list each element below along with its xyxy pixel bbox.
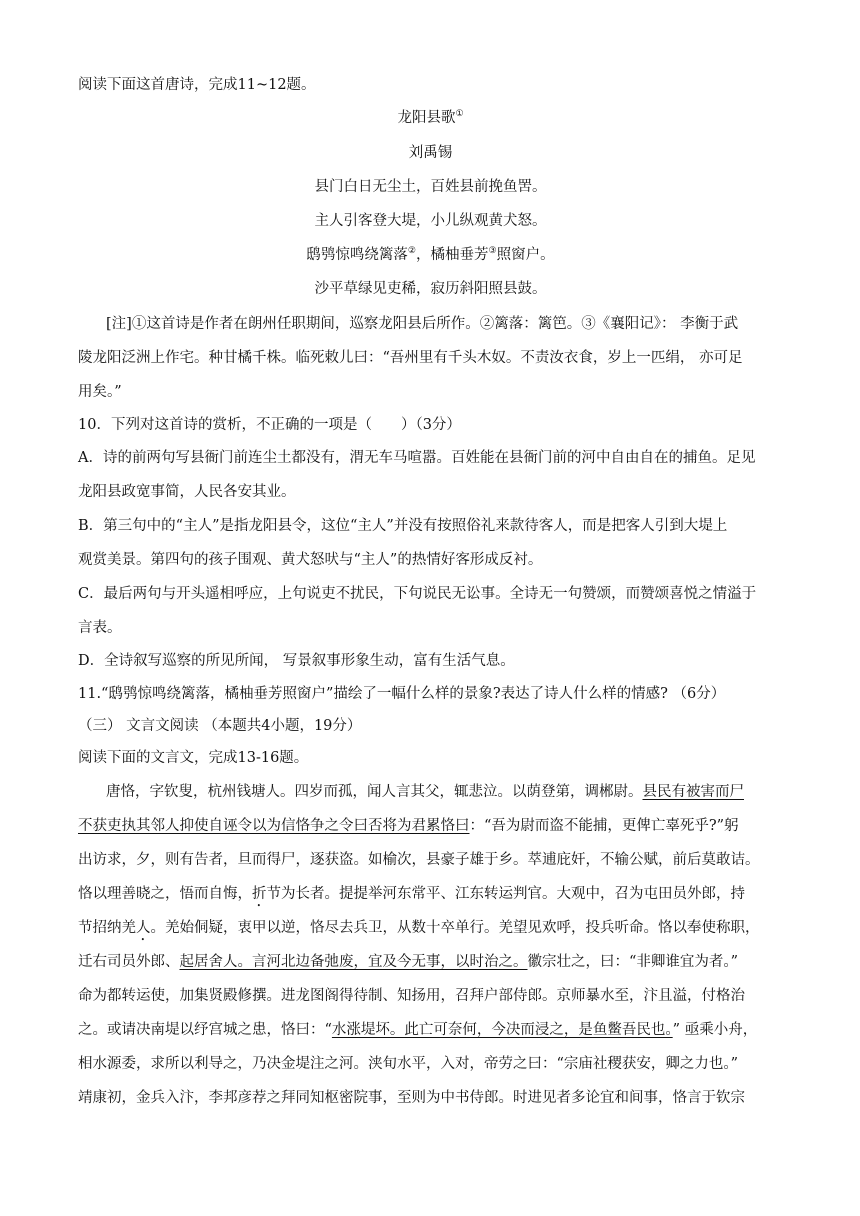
question-10-option-a-line-1: A．诗的前两句写县衙门前连尘土都没有，渭无车马喧嚣。百姓能在县衙门前的河中自由自在的捕鱼。足见: [78, 450, 756, 466]
passage-text: 唐恪，字钦叟，杭州钱塘人。四岁而孤，闻人言其父，辄悲泣。以荫登第，调郴尉。: [106, 784, 643, 800]
footnote-marker: ②: [407, 246, 416, 257]
passage-line-5: [78, 918, 783, 944]
passage-line-2: [78, 816, 783, 836]
passage-text: 节为长者。提提举河东常平、江东转运判官。大观中，召为屯田员外郎，持: [266, 886, 745, 902]
poem-notes-line-2: 陵龙阳泛洲上作宅。种甘橘千株。临死敕儿曰：“吾州里有千头木奴。不责汝衣食，岁上一匹绢， 亦可足: [78, 350, 743, 366]
passage-line-9: 相水源委，求所以利导之，乃决金堤注之河。浃旬水平，入对，帝劳之曰：“宗庙社稷获安，卿之力也。”: [78, 1056, 739, 1072]
poem-line-3-part-c: 照窗户。: [496, 247, 555, 263]
passage-line-3: 出访求，夕，则有告者，旦而得尸，逐获盗。如榆次，县豪子雄于乡。萃逋庇奸，不输公赋，前后莫敢诘。: [78, 852, 760, 868]
passage-line-6: [78, 952, 783, 972]
poem-line-3: [78, 245, 783, 265]
poem-title: [78, 108, 783, 128]
passage-text: 节招纳羌: [78, 920, 136, 936]
poem-line-1: 县门白日无尘土，百姓县前挽鱼罟。: [314, 179, 547, 195]
question-11: 11.“鸱鸮惊鸣绕篱落，橘柚垂芳照窗户”描绘了一幅什么样的景象?表达了诗人什么样的情感? （6分）: [78, 686, 726, 702]
poem-line-2: 主人引客登大堤，小儿纵观黄犬怒。: [314, 213, 547, 229]
passage-line-10: 靖康初，金兵入汴，李邦彦荐之拜同知枢密院事，至则为中书侍郎。时进见者多论宜和间事，恪言于钦宗: [78, 1090, 745, 1106]
poem-title-text: 龙阳县歌: [397, 110, 456, 126]
question-10-stem: 10．下列对这首诗的赏析，不正确的一项是（ ）（3分）: [78, 417, 461, 433]
passage-text: 之。或请决南堤以纾宫城之患，恪曰：“: [78, 1022, 332, 1038]
reading-instruction-passage: 阅读下面的文言文，完成13-16题。: [78, 750, 309, 766]
passage-text: ” 亟乘小舟，: [672, 1022, 758, 1038]
underlined-sentence: 不获吏执其邻人抑使自诬令以为信恪争之令曰否将为君累恪曰: [78, 818, 470, 834]
question-10-option-c-line-2: 言表。: [78, 620, 122, 636]
footnote-marker: ①: [455, 109, 464, 120]
passage-line-8: [78, 1020, 783, 1040]
reading-instruction-poem: 阅读下面这首唐诗，完成11~12题。: [78, 77, 316, 93]
underlined-sentence: 县民有被害而尸: [642, 784, 744, 800]
emphasized-character: 人: [136, 920, 151, 936]
underlined-sentence: 水涨堤坏。此亡可奈何，今决而浸之，是鱼鳖吾民也。: [331, 1022, 673, 1038]
section-heading-classical-chinese: （三） 文言文阅读 （本题共4小题，19分）: [78, 718, 362, 734]
passage-line-1: [78, 782, 783, 802]
question-10-option-b-line-2: 观赏美景。第四句的孩子围观、黄犬怒吠与“主人”的热情好客形成反衬。: [78, 552, 543, 568]
passage-text: 恪以理善晓之，悟而自悔，: [78, 886, 252, 902]
question-10-option-b-line-1: B．第三句中的“主人”是指龙阳县令，这位“主人”并没有按照俗礼来款待客人，而是把客人引到大堤上: [78, 518, 728, 534]
poem-line-4: 沙平草绿见吏稀，寂历斜阳照县鼓。: [314, 281, 547, 297]
question-10-option-c-line-1: C．最后两句与开头遥相呼应，上句说吏不扰民，下句说民无讼事。全诗无一句赞颂，而赞颂喜悦之情溢于: [78, 586, 757, 602]
underlined-sentence: 起居舍人。言河北边备弛废，宜及今无事，以时治之。: [179, 954, 528, 970]
passage-line-7: 命为都转运使，加集贤殿修撰。进龙图阁得待制、知扬用，召拜户部侍郎。京师暴水至，汴且溢，付格治: [78, 988, 745, 1004]
footnote-marker: ③: [488, 246, 497, 257]
poem-notes-line-3: 用矣。”: [78, 384, 122, 400]
passage-text: 迁右司员外郎、: [78, 954, 180, 970]
poem-notes-line-1: [注]①这首诗是作者在朗州任职期间，巡察龙阳县后所作。②篱落：篱笆。③《襄阳记》： 李衡于武: [106, 316, 739, 332]
question-10-option-a-line-2: 龙阳县政宽事简，人民各安其业。: [78, 484, 296, 500]
passage-line-4: [78, 884, 783, 910]
question-10-option-d: D．全诗叙写巡察的所见所闻， 写景叙事形象生动，富有生活气息。: [78, 653, 515, 669]
emphasized-character: 折: [252, 886, 267, 902]
passage-text: ：“吾为尉而盗不能捕，更俾亡辜死乎?”躬: [469, 818, 739, 834]
poem-author: 刘禹锡: [408, 145, 453, 161]
poem-line-3-part-b: ，橘柚垂芳: [416, 247, 489, 263]
passage-text: 。羌始侗疑，衷甲以逆，恪尽去兵卫，从数十卒单行。羌望见欢呼，投兵听命。恪以奉使称职，: [150, 920, 760, 936]
passage-text: 徽宗壮之，曰：“非卿谁宜为者。”: [527, 954, 739, 970]
poem-line-3-part-a: 鸱鸮惊鸣绕篱落: [306, 247, 408, 263]
